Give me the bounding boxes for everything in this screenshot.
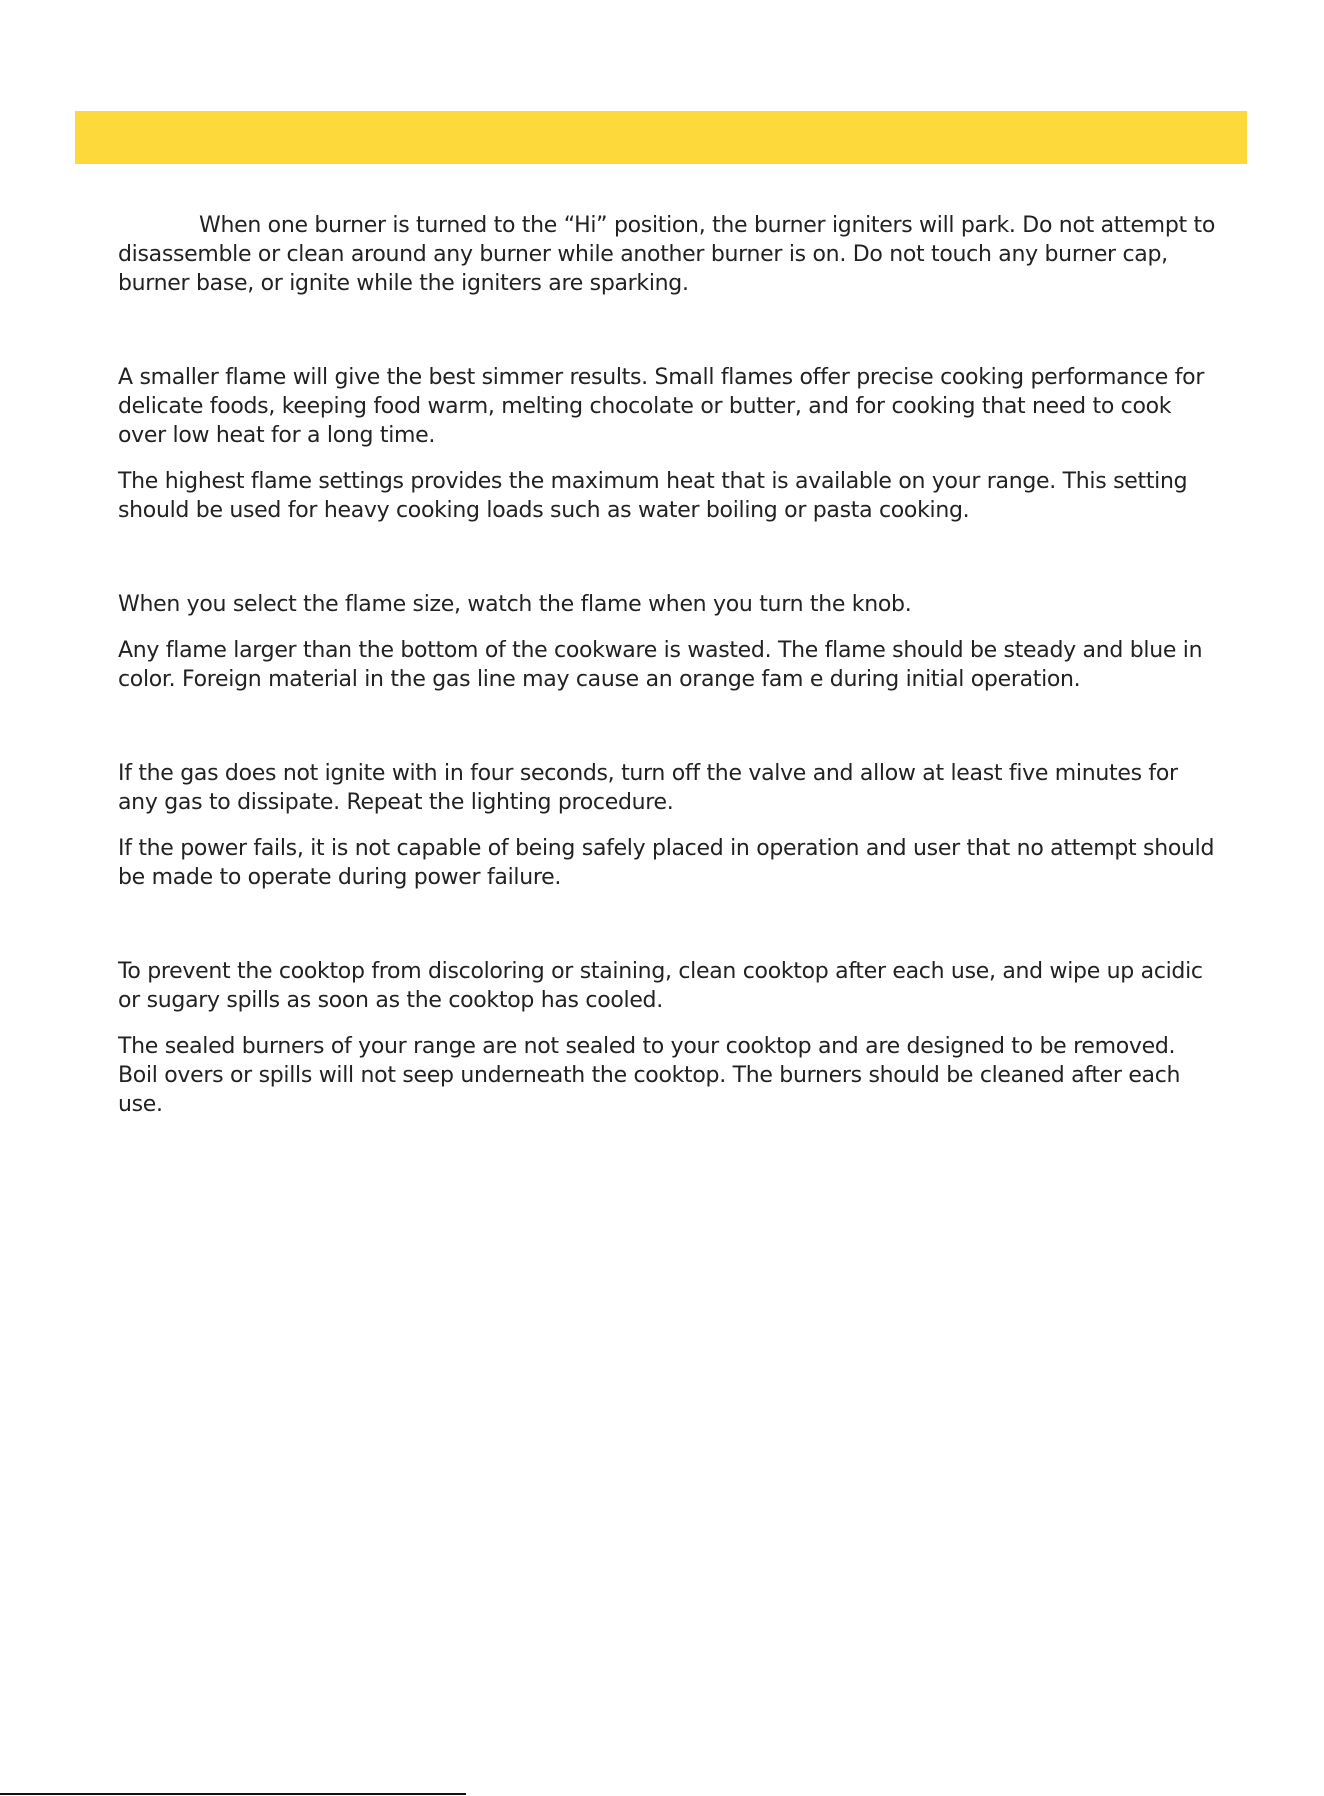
paragraph: The highest flame settings provides the maximum heat that is available on your range. This setting should be used for heavy cooking loads such as water boiling or pasta cooking. [118,469,1188,523]
paragraph: Any flame larger than the bottom of the cookware is wasted. The flame should be steady and blue in color. Foreign material in the gas line may cause an orange fam e during initial operation. [118,638,1203,692]
paragraph: When one burner is turned to the “Hi” position, the burner igniters will park. Do not attempt to disassemble or clean around any burner while another burner is on. Do not touch any burner cap, burner base, or ignite while the igniters are sparking. [118,213,1215,296]
header-band [75,111,1247,164]
section-flame-settings [118,363,1218,525]
section-burner-safety [118,211,1218,298]
paragraph: When you select the flame size, watch the flame when you turn the knob. [118,592,912,617]
paragraph: The sealed burners of your range are not sealed to your cooktop and are designed to be removed. Boil overs or spills will not seep underneath the cooktop. The burners should be cleaned after each use. [118,1034,1181,1117]
paragraph: A smaller flame will give the best simmer results. Small flames offer precise cooking performance for delicate foods, keeping food warm, melting chocolate or butter, and for cooking that need to cook over low heat for a long time. [118,365,1205,448]
paragraph: If the power fails, it is not capable of being safely placed in operation and user that no attempt should be made to operate during power failure. [118,836,1215,890]
footer-rule [0,1793,466,1795]
paragraph: To prevent the cooktop from discoloring or staining, clean cooktop after each use, and wipe up acidic or sugary spills as soon as the cooktop has cooled. [118,959,1203,1013]
section-flame-size [118,590,1218,694]
paragraph: If the gas does not ignite with in four seconds, turn off the valve and allow at least five minutes for any gas to dissipate. Repeat the lighting procedure. [118,761,1178,815]
section-cleaning [118,957,1218,1119]
section-ignition [118,759,1218,892]
page-body [118,211,1218,1119]
